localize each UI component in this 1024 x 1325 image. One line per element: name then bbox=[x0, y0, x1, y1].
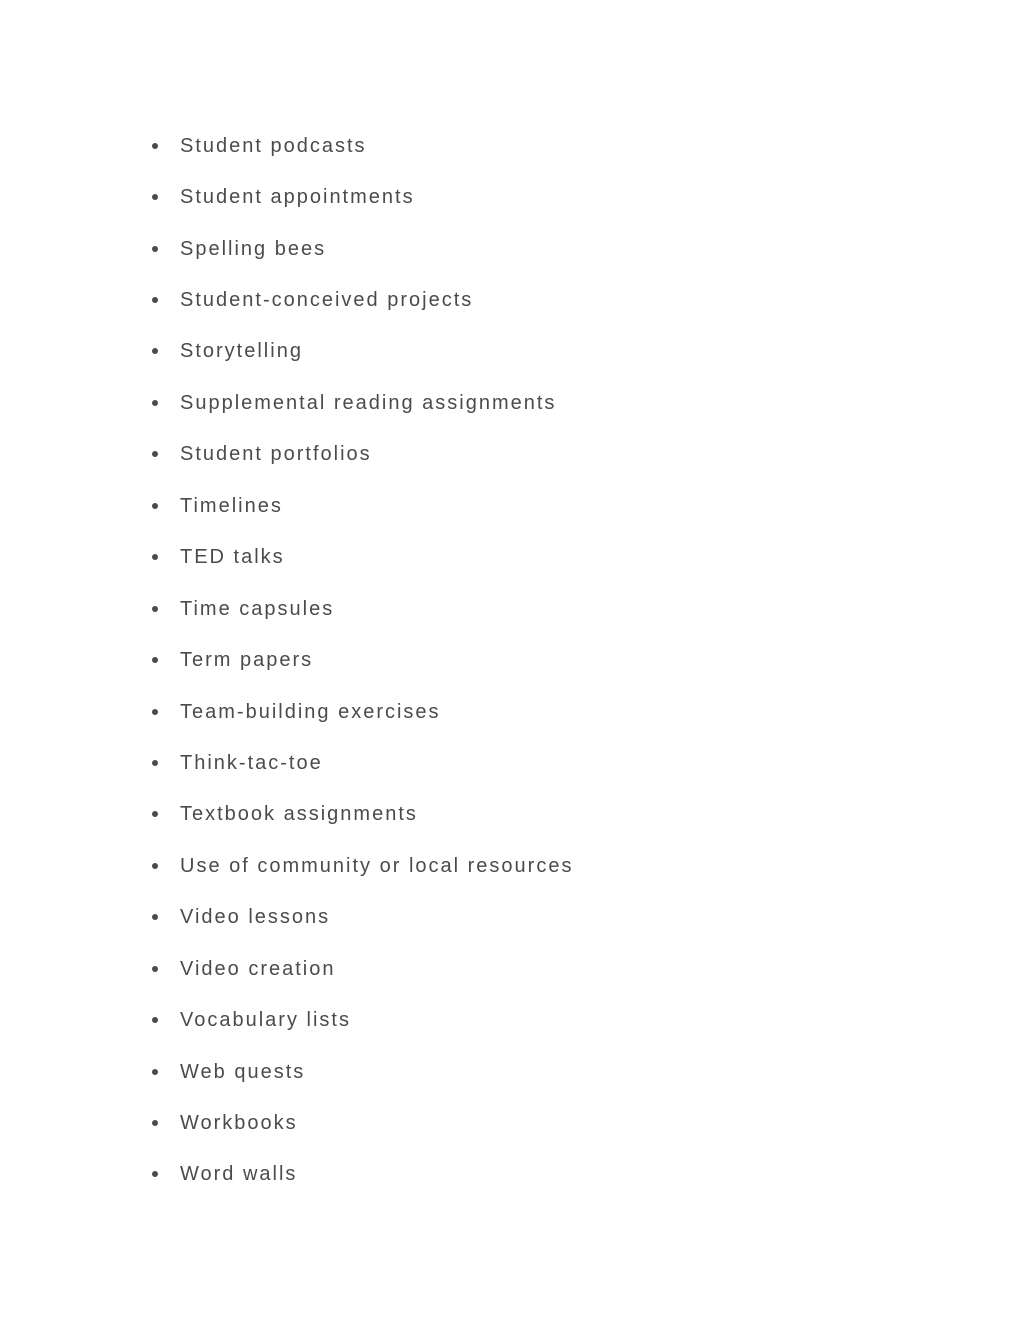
list-item-text: Workbooks bbox=[180, 1112, 298, 1135]
bullet-icon bbox=[152, 400, 158, 406]
bullet-icon bbox=[152, 811, 158, 817]
list-item-text: Term papers bbox=[180, 649, 314, 672]
list-item-text: Storytelling bbox=[180, 340, 303, 363]
bullet-icon bbox=[152, 503, 158, 509]
list-item bbox=[148, 274, 948, 325]
bullet-icon bbox=[152, 1171, 158, 1177]
list-item bbox=[148, 326, 948, 377]
bullet-icon bbox=[152, 194, 158, 200]
bullet-icon bbox=[152, 246, 158, 252]
list-item bbox=[148, 840, 948, 891]
list-item bbox=[148, 377, 948, 428]
list-item bbox=[148, 1097, 948, 1148]
list-item bbox=[148, 429, 948, 480]
list-item bbox=[148, 686, 948, 737]
list-item-text: Time capsules bbox=[180, 597, 335, 620]
bullet-icon bbox=[152, 1069, 158, 1075]
bullet-icon bbox=[152, 143, 158, 149]
list-item bbox=[148, 1046, 948, 1097]
bullet-icon bbox=[152, 1120, 158, 1126]
list-item-text: Word walls bbox=[180, 1163, 298, 1186]
list-item bbox=[148, 171, 948, 222]
list-item bbox=[148, 480, 948, 531]
list-item bbox=[148, 737, 948, 788]
list-item-text: Student appointments bbox=[180, 186, 415, 209]
bullet-icon bbox=[152, 709, 158, 715]
list-item bbox=[148, 583, 948, 634]
list-item-text: Supplemental reading assignments bbox=[180, 391, 557, 414]
list-item-text: Video lessons bbox=[180, 906, 331, 929]
list-item bbox=[148, 789, 948, 840]
bullet-icon bbox=[152, 657, 158, 663]
list-item bbox=[148, 223, 948, 274]
bullet-icon bbox=[152, 966, 158, 972]
list-item bbox=[148, 634, 948, 685]
list-item-text: Student podcasts bbox=[180, 134, 367, 157]
list-item bbox=[148, 532, 948, 583]
bullet-icon bbox=[152, 554, 158, 560]
bullet-icon bbox=[152, 606, 158, 612]
list-item bbox=[148, 1149, 948, 1200]
list-item-text: Video creation bbox=[180, 957, 336, 980]
list-item-text: Spelling bees bbox=[180, 237, 327, 260]
list-item-text: TED talks bbox=[180, 546, 285, 569]
bullet-icon bbox=[152, 760, 158, 766]
list-item-text: Student-conceived projects bbox=[180, 289, 474, 312]
list-item-text: Think-tac-toe bbox=[180, 751, 323, 774]
list-item-text: Timelines bbox=[180, 494, 283, 517]
list-item bbox=[148, 943, 948, 994]
list-item-text: Use of community or local resources bbox=[180, 854, 574, 877]
list-item-text: Web quests bbox=[180, 1060, 306, 1083]
list-item-text: Student portfolios bbox=[180, 443, 372, 466]
bullet-list bbox=[148, 120, 948, 1200]
bullet-icon bbox=[152, 451, 158, 457]
bullet-icon bbox=[152, 1017, 158, 1023]
list-item-text: Team-building exercises bbox=[180, 700, 441, 723]
bullet-icon bbox=[152, 348, 158, 354]
list-item bbox=[148, 994, 948, 1045]
list-item bbox=[148, 892, 948, 943]
bullet-icon bbox=[152, 914, 158, 920]
bullet-icon bbox=[152, 863, 158, 869]
list-item-text: Vocabulary lists bbox=[180, 1009, 351, 1032]
bullet-icon bbox=[152, 297, 158, 303]
list-item bbox=[148, 120, 948, 171]
list-item-text: Textbook assignments bbox=[180, 803, 418, 826]
